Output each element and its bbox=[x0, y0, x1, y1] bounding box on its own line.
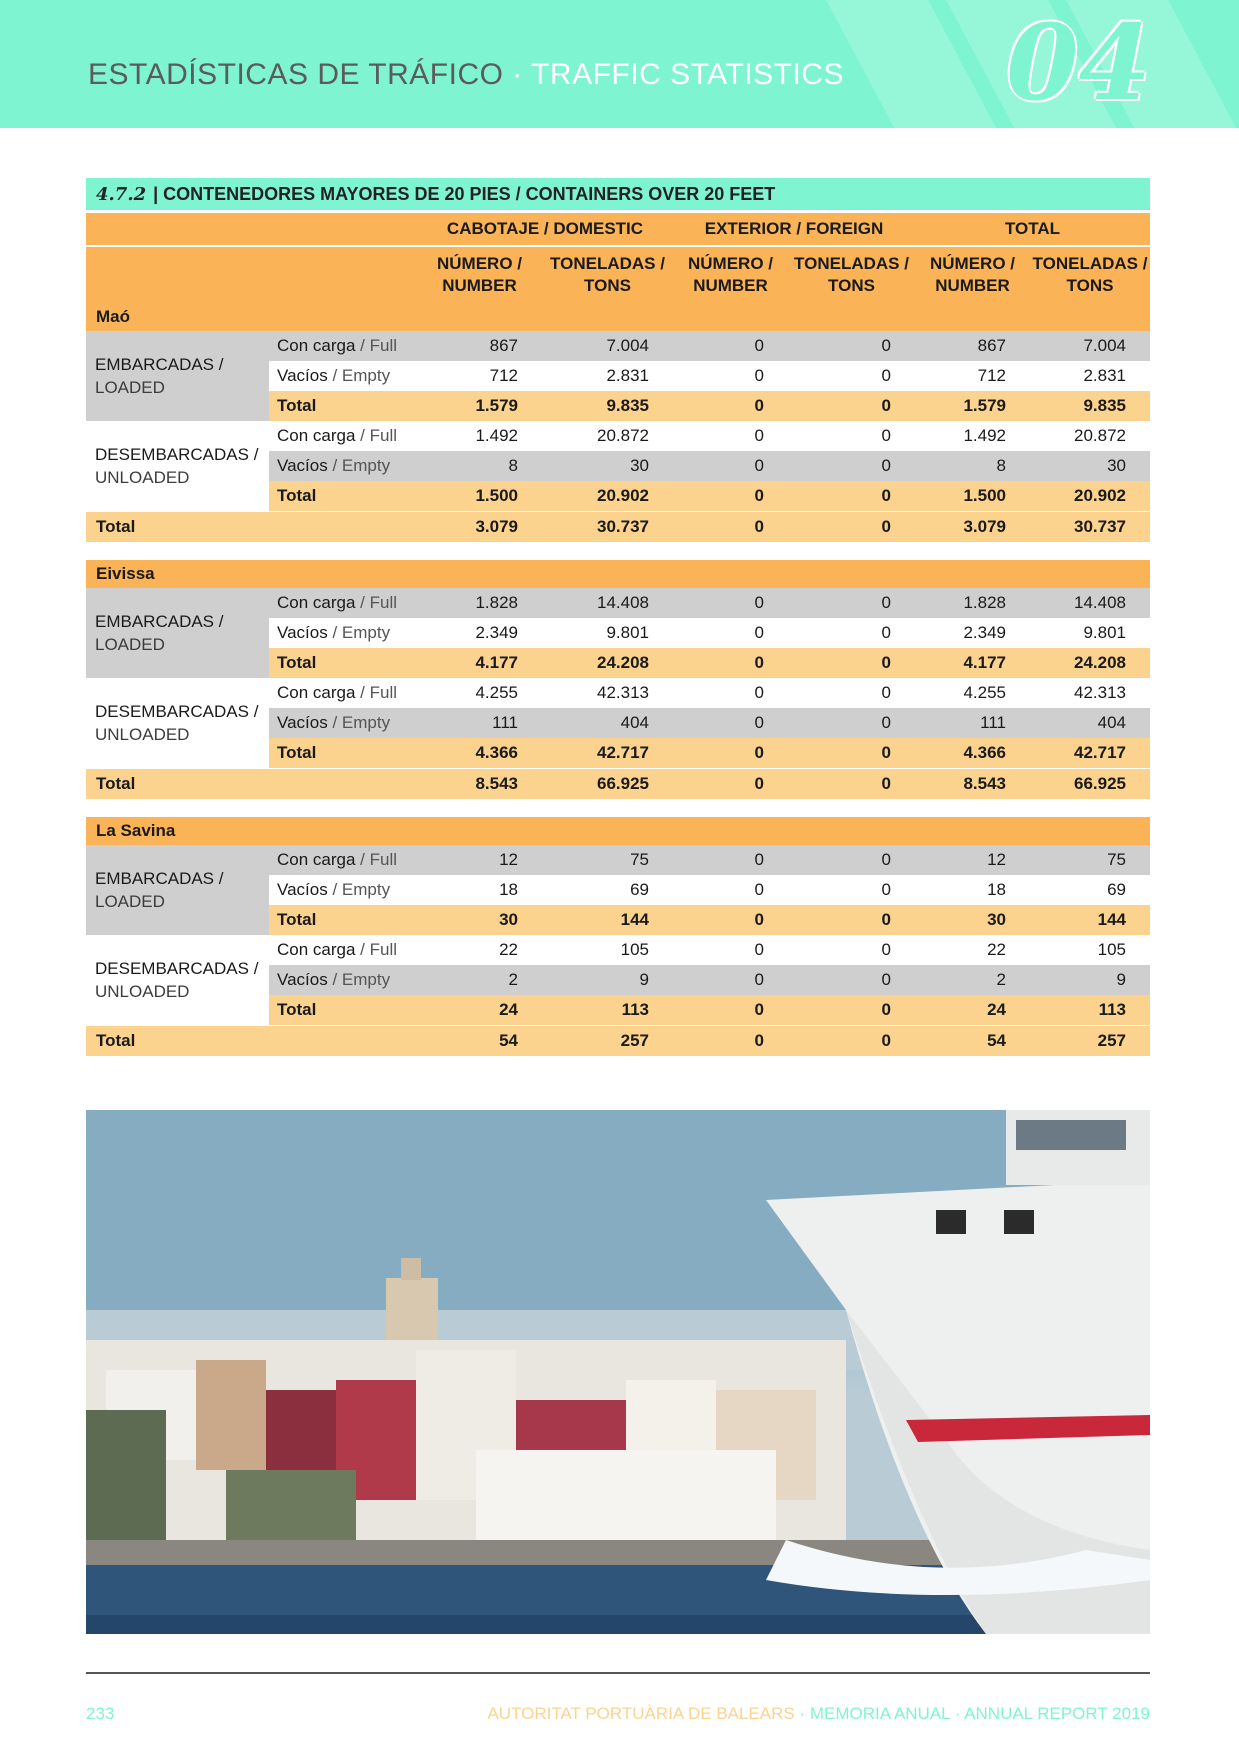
port-section-row bbox=[86, 817, 1150, 845]
port-name: Eivissa bbox=[86, 560, 1150, 588]
header-tons: TONELADAS / TONS bbox=[788, 246, 915, 303]
header-number: NÚMERO / NUMBER bbox=[417, 246, 542, 303]
cell-value: 105 bbox=[1030, 935, 1150, 965]
cell-value: 30.737 bbox=[1030, 512, 1150, 542]
footer-report: MEMORIA ANUAL · ANNUAL REPORT 2019 bbox=[809, 1704, 1150, 1723]
cell-value: 0 bbox=[673, 361, 788, 391]
port-section-row bbox=[86, 560, 1150, 588]
page-number: 233 bbox=[86, 1704, 115, 1723]
cell-value: 42.717 bbox=[542, 738, 673, 769]
table-row bbox=[86, 845, 1150, 875]
row-label-empty: Vacíos / Empty bbox=[269, 965, 417, 995]
cell-value: 257 bbox=[1030, 1026, 1150, 1056]
cell-value: 4.255 bbox=[915, 678, 1030, 708]
table-title: CONTENEDORES MAYORES DE 20 PIES / CONTAINERS OVER 20 FEET bbox=[163, 183, 776, 204]
cell-value: 4.255 bbox=[417, 678, 542, 708]
header-row-columns bbox=[86, 246, 1150, 303]
cell-value: 22 bbox=[417, 935, 542, 965]
cell-value: 867 bbox=[915, 331, 1030, 361]
cell-value: 1.492 bbox=[915, 421, 1030, 451]
row-label-full: Con carga / Full bbox=[269, 331, 417, 361]
cell-value: 0 bbox=[788, 1026, 915, 1056]
footer-text bbox=[487, 1704, 1150, 1724]
cell-value: 0 bbox=[788, 935, 915, 965]
cell-value: 4.177 bbox=[417, 648, 542, 678]
cell-value: 14.408 bbox=[542, 588, 673, 618]
header-total: TOTAL bbox=[915, 213, 1150, 246]
cell-value: 0 bbox=[673, 648, 788, 678]
cell-value: 404 bbox=[542, 708, 673, 738]
header-row-groups bbox=[86, 213, 1150, 246]
cell-value: 24.208 bbox=[542, 648, 673, 678]
table-number: 4.7.2 bbox=[96, 183, 147, 205]
cell-value: 8 bbox=[915, 451, 1030, 481]
cell-value: 144 bbox=[1030, 905, 1150, 935]
cell-value: 9.835 bbox=[542, 391, 673, 421]
direction-label: DESEMBARCADAS / UNLOADED bbox=[86, 678, 269, 769]
cell-value: 712 bbox=[915, 361, 1030, 391]
cell-value: 0 bbox=[673, 481, 788, 512]
cell-value: 8 bbox=[417, 451, 542, 481]
cell-value: 69 bbox=[542, 875, 673, 905]
footer-organization: AUTORITAT PORTUÀRIA DE BALEARS bbox=[487, 1704, 795, 1723]
row-label-empty: Vacíos / Empty bbox=[269, 451, 417, 481]
header-title-es: ESTADÍSTICAS DE TRÁFICO bbox=[88, 58, 504, 91]
header-number: NÚMERO / NUMBER bbox=[673, 246, 788, 303]
cell-value: 0 bbox=[673, 588, 788, 618]
cell-value: 0 bbox=[788, 648, 915, 678]
table-title-separator: | bbox=[148, 183, 164, 204]
harbour-photo-illustration bbox=[86, 1110, 1150, 1634]
direction-label: DESEMBARCADAS / UNLOADED bbox=[86, 935, 269, 1026]
cell-value: 30 bbox=[417, 905, 542, 935]
cell-value: 22 bbox=[915, 935, 1030, 965]
row-label-full: Con carga / Full bbox=[269, 421, 417, 451]
direction-label: EMBARCADAS / LOADED bbox=[86, 588, 269, 678]
cell-value: 0 bbox=[788, 678, 915, 708]
cell-value: 42.313 bbox=[1030, 678, 1150, 708]
port-total-row bbox=[86, 1026, 1150, 1056]
cell-value: 111 bbox=[915, 708, 1030, 738]
cell-value: 0 bbox=[673, 618, 788, 648]
cell-value: 24 bbox=[915, 995, 1030, 1026]
cell-value: 54 bbox=[915, 1026, 1030, 1056]
cell-value: 66.925 bbox=[1030, 769, 1150, 799]
cell-value: 867 bbox=[417, 331, 542, 361]
header-separator: · bbox=[503, 58, 532, 91]
cell-value: 75 bbox=[1030, 845, 1150, 875]
cell-value: 1.579 bbox=[915, 391, 1030, 421]
port-total-row bbox=[86, 512, 1150, 542]
table-row bbox=[86, 588, 1150, 618]
cell-value: 257 bbox=[542, 1026, 673, 1056]
cell-value: 712 bbox=[417, 361, 542, 391]
cell-value: 69 bbox=[1030, 875, 1150, 905]
cell-value: 75 bbox=[542, 845, 673, 875]
cell-value: 0 bbox=[673, 331, 788, 361]
table-row bbox=[86, 935, 1150, 965]
cell-value: 0 bbox=[673, 769, 788, 799]
cell-value: 2.831 bbox=[1030, 361, 1150, 391]
cell-value: 0 bbox=[788, 769, 915, 799]
cell-value: 0 bbox=[673, 451, 788, 481]
cell-value: 4.177 bbox=[915, 648, 1030, 678]
cell-value: 54 bbox=[417, 1026, 542, 1056]
cell-value: 20.872 bbox=[1030, 421, 1150, 451]
cell-value: 0 bbox=[788, 845, 915, 875]
cell-value: 0 bbox=[673, 965, 788, 995]
header-domestic: CABOTAJE / DOMESTIC bbox=[417, 213, 673, 246]
containers-table bbox=[86, 210, 1150, 1056]
row-label-total: Total bbox=[269, 648, 417, 678]
cell-value: 0 bbox=[788, 481, 915, 512]
cell-value: 0 bbox=[673, 421, 788, 451]
cell-value: 1.828 bbox=[915, 588, 1030, 618]
cell-value: 0 bbox=[788, 451, 915, 481]
cell-value: 0 bbox=[788, 512, 915, 542]
cell-value: 3.079 bbox=[417, 512, 542, 542]
cell-value: 18 bbox=[915, 875, 1030, 905]
table-body bbox=[86, 303, 1150, 1056]
cell-value: 9 bbox=[542, 965, 673, 995]
direction-label: EMBARCADAS / LOADED bbox=[86, 331, 269, 421]
cell-value: 0 bbox=[788, 391, 915, 421]
cell-value: 30 bbox=[915, 905, 1030, 935]
row-label-empty: Vacíos / Empty bbox=[269, 708, 417, 738]
cell-value: 12 bbox=[417, 845, 542, 875]
cell-value: 0 bbox=[788, 618, 915, 648]
table-row bbox=[86, 331, 1150, 361]
cell-value: 30.737 bbox=[542, 512, 673, 542]
row-label-total: Total bbox=[269, 738, 417, 769]
cell-value: 4.366 bbox=[417, 738, 542, 769]
row-label-full: Con carga / Full bbox=[269, 678, 417, 708]
cell-value: 0 bbox=[788, 588, 915, 618]
table-row bbox=[86, 421, 1150, 451]
cell-value: 30 bbox=[542, 451, 673, 481]
cell-value: 0 bbox=[788, 361, 915, 391]
cell-value: 113 bbox=[542, 995, 673, 1026]
cell-value: 1.828 bbox=[417, 588, 542, 618]
cell-value: 0 bbox=[788, 738, 915, 769]
header-empty bbox=[86, 246, 417, 303]
header-tons: TONELADAS / TONS bbox=[542, 246, 673, 303]
cell-value: 14.408 bbox=[1030, 588, 1150, 618]
cell-value: 20.902 bbox=[542, 481, 673, 512]
row-label-full: Con carga / Full bbox=[269, 935, 417, 965]
cell-value: 0 bbox=[673, 905, 788, 935]
cell-value: 20.872 bbox=[542, 421, 673, 451]
cell-value: 42.717 bbox=[1030, 738, 1150, 769]
cell-value: 0 bbox=[673, 845, 788, 875]
cell-value: 0 bbox=[673, 995, 788, 1026]
row-label-port-total: Total bbox=[86, 1026, 417, 1056]
cell-value: 9.801 bbox=[542, 618, 673, 648]
footer-divider bbox=[86, 1672, 1150, 1674]
cell-value: 12 bbox=[915, 845, 1030, 875]
cell-value: 1.500 bbox=[915, 481, 1030, 512]
cell-value: 42.313 bbox=[542, 678, 673, 708]
cell-value: 3.079 bbox=[915, 512, 1030, 542]
cell-value: 1.579 bbox=[417, 391, 542, 421]
cell-value: 9 bbox=[1030, 965, 1150, 995]
row-label-empty: Vacíos / Empty bbox=[269, 618, 417, 648]
row-label-total: Total bbox=[269, 391, 417, 421]
cell-value: 2.349 bbox=[417, 618, 542, 648]
port-name: Maó bbox=[86, 303, 1150, 331]
cell-value: 0 bbox=[788, 708, 915, 738]
row-label-total: Total bbox=[269, 995, 417, 1026]
row-label-empty: Vacíos / Empty bbox=[269, 875, 417, 905]
cell-value: 2.349 bbox=[915, 618, 1030, 648]
header-title-en: TRAFFIC STATISTICS bbox=[531, 58, 844, 91]
cell-value: 0 bbox=[673, 391, 788, 421]
port-total-row bbox=[86, 769, 1150, 799]
table-row bbox=[86, 678, 1150, 708]
harbour-photo bbox=[86, 1110, 1150, 1634]
cell-value: 9.835 bbox=[1030, 391, 1150, 421]
cell-value: 144 bbox=[542, 905, 673, 935]
page-header bbox=[0, 0, 1239, 128]
cell-value: 0 bbox=[788, 421, 915, 451]
cell-value: 404 bbox=[1030, 708, 1150, 738]
port-name: La Savina bbox=[86, 817, 1150, 845]
footer-separator: · bbox=[794, 1704, 810, 1723]
cell-value: 24 bbox=[417, 995, 542, 1026]
header-title bbox=[88, 58, 844, 92]
row-label-full: Con carga / Full bbox=[269, 845, 417, 875]
cell-value: 0 bbox=[788, 965, 915, 995]
direction-label: DESEMBARCADAS / UNLOADED bbox=[86, 421, 269, 512]
cell-value: 9.801 bbox=[1030, 618, 1150, 648]
table-title-bar bbox=[86, 178, 1150, 210]
direction-label: EMBARCADAS / LOADED bbox=[86, 845, 269, 935]
cell-value: 2 bbox=[915, 965, 1030, 995]
cell-value: 1.492 bbox=[417, 421, 542, 451]
row-label-total: Total bbox=[269, 481, 417, 512]
cell-value: 0 bbox=[673, 875, 788, 905]
chapter-number: 04 bbox=[1006, 1, 1151, 124]
row-label-port-total: Total bbox=[86, 769, 417, 799]
cell-value: 113 bbox=[1030, 995, 1150, 1026]
cell-value: 2.831 bbox=[542, 361, 673, 391]
row-label-full: Con carga / Full bbox=[269, 588, 417, 618]
cell-value: 1.500 bbox=[417, 481, 542, 512]
cell-value: 2 bbox=[417, 965, 542, 995]
cell-value: 0 bbox=[788, 875, 915, 905]
cell-value: 30 bbox=[1030, 451, 1150, 481]
cell-value: 0 bbox=[788, 995, 915, 1026]
cell-value: 105 bbox=[542, 935, 673, 965]
cell-value: 0 bbox=[788, 905, 915, 935]
header-empty bbox=[86, 213, 417, 246]
cell-value: 0 bbox=[673, 512, 788, 542]
row-label-port-total: Total bbox=[86, 512, 417, 542]
cell-value: 0 bbox=[788, 331, 915, 361]
statistics-table-wrapper bbox=[86, 178, 1150, 1056]
cell-value: 7.004 bbox=[1030, 331, 1150, 361]
cell-value: 0 bbox=[673, 738, 788, 769]
cell-value: 18 bbox=[417, 875, 542, 905]
cell-value: 0 bbox=[673, 1026, 788, 1056]
cell-value: 20.902 bbox=[1030, 481, 1150, 512]
header-foreign: EXTERIOR / FOREIGN bbox=[673, 213, 915, 246]
cell-value: 4.366 bbox=[915, 738, 1030, 769]
cell-value: 0 bbox=[673, 678, 788, 708]
cell-value: 7.004 bbox=[542, 331, 673, 361]
port-section-row bbox=[86, 303, 1150, 331]
cell-value: 0 bbox=[673, 708, 788, 738]
header-number: NÚMERO / NUMBER bbox=[915, 246, 1030, 303]
cell-value: 66.925 bbox=[542, 769, 673, 799]
header-tons: TONELADAS / TONS bbox=[1030, 246, 1150, 303]
row-label-empty: Vacíos / Empty bbox=[269, 361, 417, 391]
cell-value: 8.543 bbox=[417, 769, 542, 799]
cell-value: 111 bbox=[417, 708, 542, 738]
row-label-total: Total bbox=[269, 905, 417, 935]
cell-value: 8.543 bbox=[915, 769, 1030, 799]
cell-value: 24.208 bbox=[1030, 648, 1150, 678]
cell-value: 0 bbox=[673, 935, 788, 965]
